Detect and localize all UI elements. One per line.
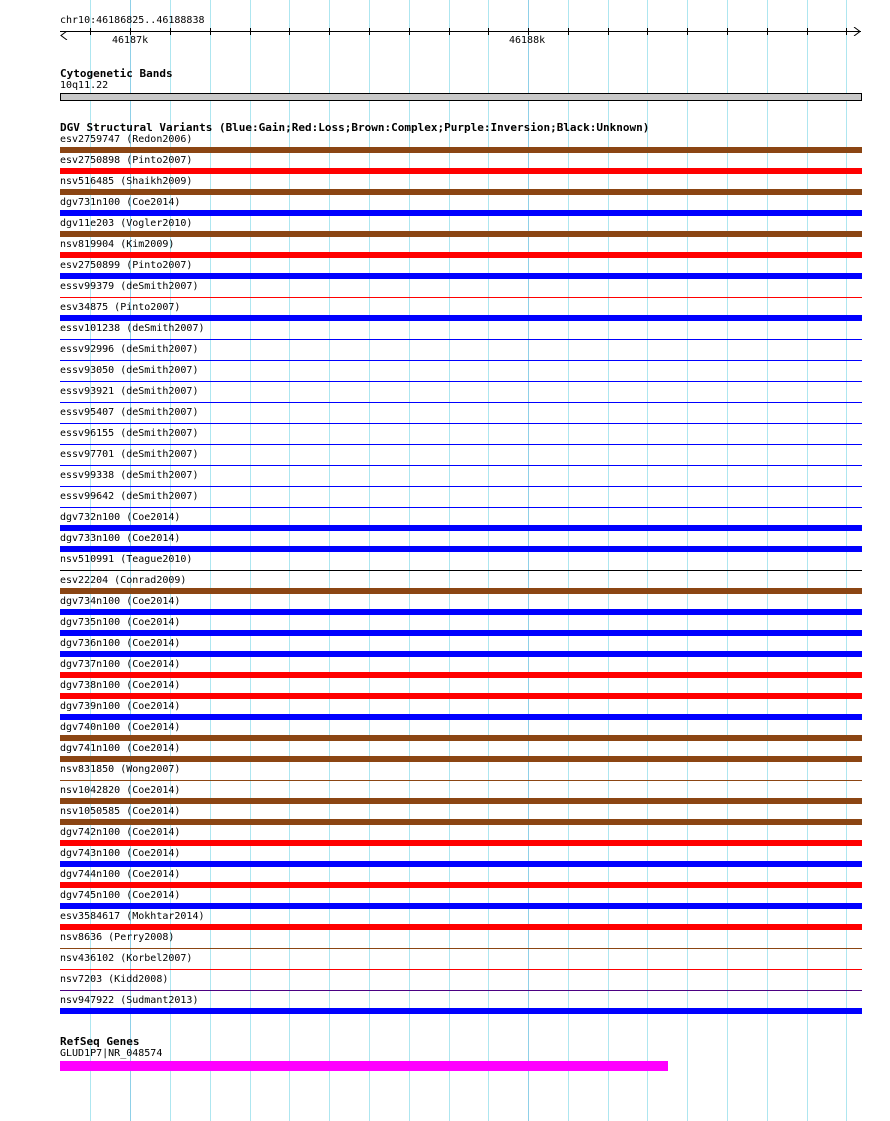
variant-label: nsv436102 (Korbel2007) <box>60 953 193 964</box>
variant-label: nsv8636 (Perry2008) <box>60 932 175 943</box>
variant-bar[interactable] <box>60 315 862 321</box>
variant-label: nsv819904 (Kim2009) <box>60 239 175 250</box>
cytoband-label: 10q11.22 <box>60 80 109 91</box>
variant-bar[interactable] <box>60 525 862 531</box>
variant-label: dgv743n100 (Coe2014) <box>60 848 181 859</box>
ruler-tick <box>568 28 569 35</box>
variant-label: essv93050 (deSmith2007) <box>60 365 199 376</box>
variant-bar[interactable] <box>60 609 862 615</box>
variant-label: nsv510991 (Teague2010) <box>60 554 193 565</box>
variant-label: dgv745n100 (Coe2014) <box>60 890 181 901</box>
variant-label: nsv7203 (Kidd2008) <box>60 974 169 985</box>
ruler-tick <box>210 28 211 35</box>
variant-label: essv97701 (deSmith2007) <box>60 449 199 460</box>
variant-label: esv2750898 (Pinto2007) <box>60 155 193 166</box>
ruler-tick <box>807 28 808 35</box>
variant-label: essv101238 (deSmith2007) <box>60 323 205 334</box>
variant-label: dgv11e203 (Vogler2010) <box>60 218 193 229</box>
variant-label: essv99642 (deSmith2007) <box>60 491 199 502</box>
variant-label: essv96155 (deSmith2007) <box>60 428 199 439</box>
variant-label: dgv741n100 (Coe2014) <box>60 743 181 754</box>
ruler-tick <box>369 28 370 35</box>
variant-label: esv3584617 (Mokhtar2014) <box>60 911 205 922</box>
variant-bar[interactable] <box>60 546 862 552</box>
variant-label: esv34875 (Pinto2007) <box>60 302 181 313</box>
ruler-tick <box>608 28 609 35</box>
variant-bar[interactable] <box>60 231 862 237</box>
ruler-tick <box>409 28 410 35</box>
variant-bar[interactable] <box>60 735 862 741</box>
variant-bar[interactable] <box>60 444 862 445</box>
variant-bar[interactable] <box>60 819 862 825</box>
ruler-tick <box>449 28 450 35</box>
variant-label: essv92996 (deSmith2007) <box>60 344 199 355</box>
variant-bar[interactable] <box>60 672 862 678</box>
variant-label: dgv735n100 (Coe2014) <box>60 617 181 628</box>
variant-bar[interactable] <box>60 651 862 657</box>
cytogenetic-track-title: Cytogenetic Bands <box>60 67 173 80</box>
variant-bar[interactable] <box>60 756 862 762</box>
variant-bar[interactable] <box>60 465 862 466</box>
tick-label-46187k: 46187k <box>112 35 149 46</box>
variant-label: dgv740n100 (Coe2014) <box>60 722 181 733</box>
variant-bar[interactable] <box>60 381 862 382</box>
variant-bar[interactable] <box>60 780 862 781</box>
variant-bar[interactable] <box>60 903 862 909</box>
variant-bar[interactable] <box>60 189 862 195</box>
variant-bar[interactable] <box>60 861 862 867</box>
variant-bar[interactable] <box>60 969 862 970</box>
tick-label-46188k: 46188k <box>509 35 546 46</box>
variant-bar[interactable] <box>60 252 862 258</box>
variant-bar[interactable] <box>60 273 862 279</box>
variant-label: dgv737n100 (Coe2014) <box>60 659 181 670</box>
ruler-range: chr10:46186825..46188838 <box>60 15 205 26</box>
variant-bar[interactable] <box>60 168 862 174</box>
variant-label: dgv744n100 (Coe2014) <box>60 869 181 880</box>
ruler-tick <box>687 28 688 35</box>
variant-label: essv99338 (deSmith2007) <box>60 470 199 481</box>
refseq-gene-label: GLUD1P7|NR_048574 <box>60 1048 163 1059</box>
right-arrow-icon <box>853 27 861 39</box>
ruler-tick <box>90 28 91 35</box>
variant-bar[interactable] <box>60 147 862 153</box>
variant-bar[interactable] <box>60 339 862 340</box>
ruler-tick <box>130 28 131 35</box>
ruler-tick <box>528 28 529 35</box>
variant-bar[interactable] <box>60 297 862 298</box>
left-arrow-icon <box>60 27 65 35</box>
variant-bar[interactable] <box>60 630 862 636</box>
ruler-tick <box>767 28 768 35</box>
variant-label: nsv947922 (Sudmant2013) <box>60 995 199 1006</box>
variant-label: dgv731n100 (Coe2014) <box>60 197 181 208</box>
variant-label: dgv733n100 (Coe2014) <box>60 533 181 544</box>
variant-bar[interactable] <box>60 360 862 361</box>
variant-bar[interactable] <box>60 402 862 403</box>
variant-bar[interactable] <box>60 714 862 720</box>
variant-bar[interactable] <box>60 1008 862 1014</box>
variant-bar[interactable] <box>60 948 862 949</box>
variant-label: essv93921 (deSmith2007) <box>60 386 199 397</box>
ruler-tick <box>727 28 728 35</box>
variant-bar[interactable] <box>60 570 862 571</box>
ruler-tick <box>846 28 847 35</box>
variant-label: essv95407 (deSmith2007) <box>60 407 199 418</box>
variant-label: esv2759747 (Redon2006) <box>60 134 193 145</box>
variant-bar[interactable] <box>60 507 862 508</box>
ruler-tick <box>289 28 290 35</box>
variant-label: nsv831850 (Wong2007) <box>60 764 181 775</box>
variant-bar[interactable] <box>60 588 862 594</box>
variant-bar[interactable] <box>60 423 862 424</box>
variant-label: essv99379 (deSmith2007) <box>60 281 199 292</box>
variant-bar[interactable] <box>60 990 862 991</box>
dgv-track-title: DGV Structural Variants (Blue:Gain;Red:Loss;Brown:Complex;Purple:Inversion;Black:Unknown) <box>60 121 650 134</box>
cytoband-bar[interactable] <box>60 93 862 101</box>
variant-bar[interactable] <box>60 882 862 888</box>
variant-bar[interactable] <box>60 798 862 804</box>
ruler-tick <box>329 28 330 35</box>
variant-label: nsv1042820 (Coe2014) <box>60 785 181 796</box>
variant-bar[interactable] <box>60 486 862 487</box>
variant-label: dgv732n100 (Coe2014) <box>60 512 181 523</box>
variant-bar[interactable] <box>60 840 862 846</box>
variant-bar[interactable] <box>60 924 862 930</box>
variant-label: nsv1050585 (Coe2014) <box>60 806 181 817</box>
variant-bar[interactable] <box>60 210 862 216</box>
variant-label: esv2750899 (Pinto2007) <box>60 260 193 271</box>
variant-label: dgv742n100 (Coe2014) <box>60 827 181 838</box>
variant-label: dgv736n100 (Coe2014) <box>60 638 181 649</box>
ruler-tick <box>250 28 251 35</box>
ruler-tick <box>170 28 171 35</box>
variant-label: nsv516485 (Shaikh2009) <box>60 176 193 187</box>
ruler-tick <box>647 28 648 35</box>
refseq-gene-bar[interactable] <box>60 1061 668 1071</box>
variant-label: dgv739n100 (Coe2014) <box>60 701 181 712</box>
variant-label: dgv738n100 (Coe2014) <box>60 680 181 691</box>
variant-bar[interactable] <box>60 693 862 699</box>
refseq-track-title: RefSeq Genes <box>60 1035 140 1048</box>
variant-label: esv22204 (Conrad2009) <box>60 575 187 586</box>
variant-label: dgv734n100 (Coe2014) <box>60 596 181 607</box>
ruler-tick <box>488 28 489 35</box>
